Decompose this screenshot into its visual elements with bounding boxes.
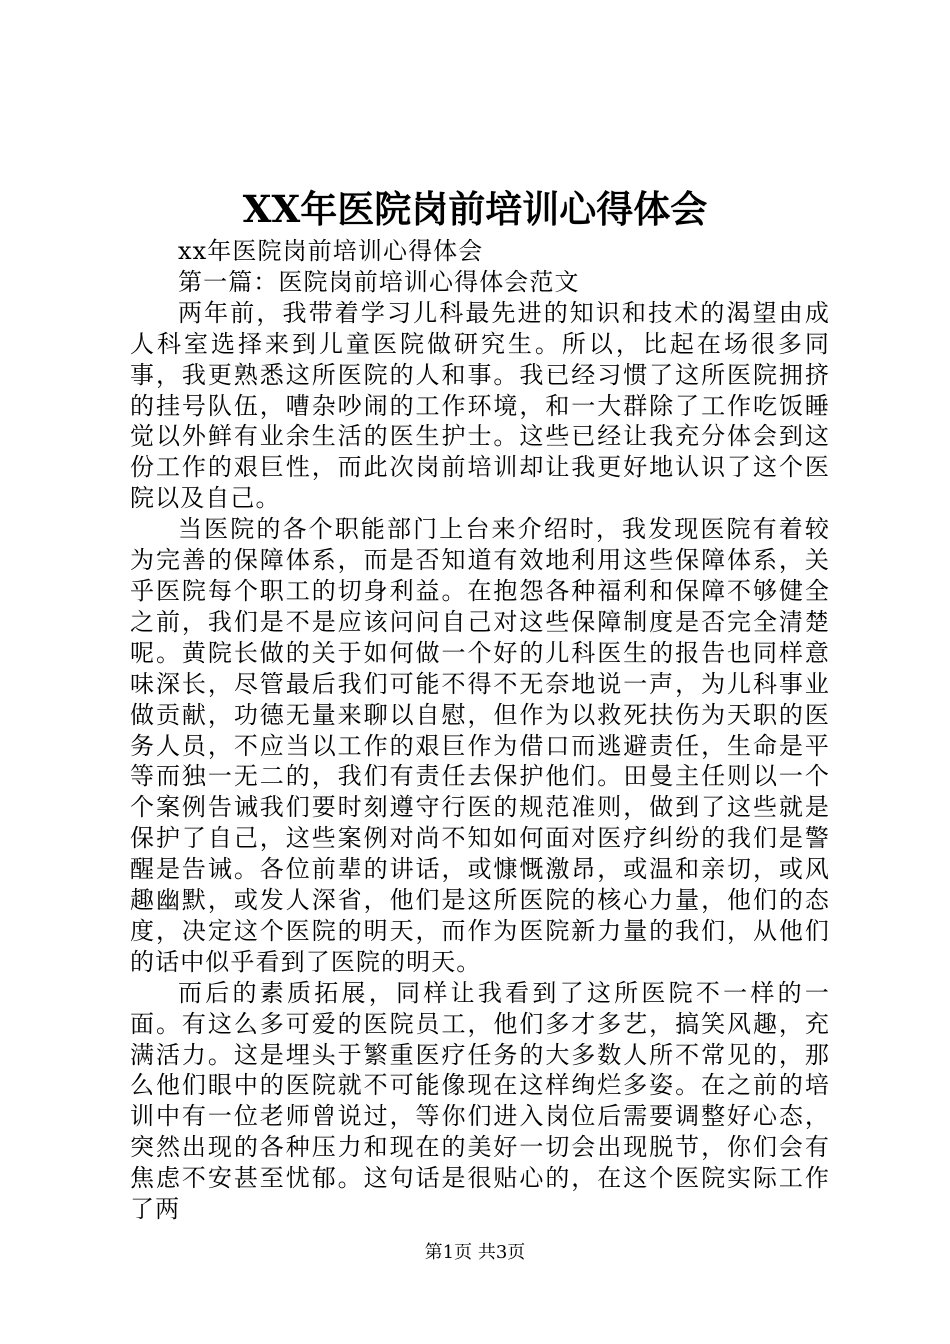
page-number: 第1页 共3页 <box>424 1242 526 1263</box>
body-paragraph: 两年前，我带着学习儿科最先进的知识和技术的渴望由成人科室选择来到儿童医院做研究生。所以，比起在场很多同事，我更熟悉这所医院的人和事。我已经习惯了这所医院拥挤的挂号队伍，嘈杂吵闹的工作环境，和一大群除了工作吃饭睡觉以外鲜有业余生活的医生护士。这些已经让我充分体会到这份工作的艰巨性，而此次岗前培训却让我更好地认识了这个医院以及自己。 <box>130 298 830 513</box>
section-heading: 第一篇：医院岗前培训心得体会范文 <box>178 267 580 296</box>
document-body <box>130 236 830 1225</box>
body-paragraph: 当医院的各个职能部门上台来介绍时，我发现医院有着较为完善的保障体系，而是否知道有效地利用这些保障体系，关乎医院每个职工的切身利益。在抱怨各种福利和保障不够健全之前，我们是不是应该问问自己对这些保障制度是否完全清楚呢。黄院长做的关于如何做一个好的儿科医生的报告也同样意味深长，尽管最后我们可能不得不无奈地说一声，为儿科事业做贡献，功德无量来聊以自慰，但作为以救死扶伤为天职的医务人员，不应当以工作的艰巨作为借口而逃避责任，生命是平等而独一无二的，我们有责任去保护他们。田曼主任则以一个个案例告诫我们要时刻遵守行医的规范准则，做到了这些就是保护了自己，这些案例对尚不知如何面对医疗纠纷的我们是警醒是告诫。各位前辈的讲话，或慷慨激昂，或温和亲切，或风趣幽默，或发人深省，他们是这所医院的核心力量，他们的态度，决定这个医院的明天，而作为医院新力量的我们，从他们的话中似乎看到了医院的明天。 <box>130 515 830 976</box>
body-paragraph: 而后的素质拓展，同样让我看到了这所医院不一样的一面。有这么多可爱的医院员工，他们多才多艺，搞笑风趣，充满活力。这是埋头于繁重医疗任务的大多数人所不常见的，那么他们眼中的医院就不可能像现在这样绚烂多姿。在之前的培训中有一位老师曾说过，等你们进入岗位后需要调整好心态，突然出现的各种压力和现在的美好一切会出现脱节，你们会有焦虑不安甚至忧郁。这句话是很贴心的，在这个医院实际工作了两 <box>130 978 830 1224</box>
subtitle-line: xx年医院岗前培训心得体会 <box>178 237 484 265</box>
document-title: XX年医院岗前培训心得体会 <box>242 187 708 231</box>
